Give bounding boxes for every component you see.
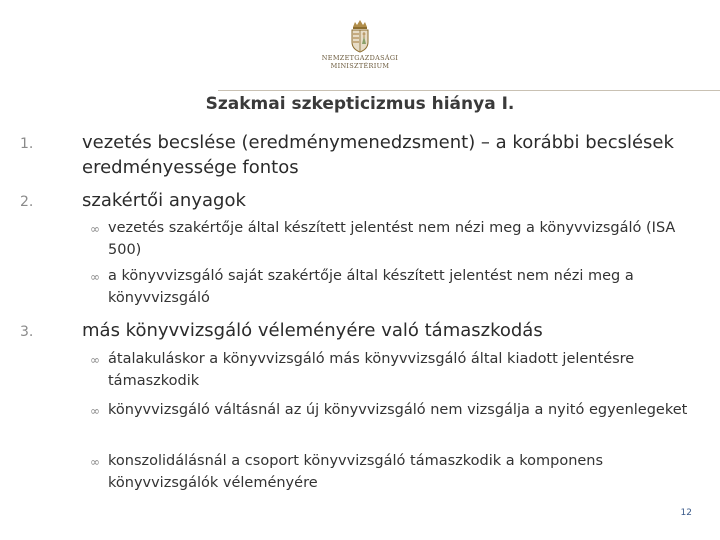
page-number: 12	[680, 508, 692, 518]
list-item-text: szakértői anyagok	[82, 190, 246, 211]
list-item-2	[20, 188, 710, 215]
ministry-logo	[318, 18, 402, 80]
infinity-bullet-icon: ∞	[90, 404, 100, 418]
sub-item-text: konszolidálásnál a csoport könyvvizsgáló támaszkodik a komponens könyvvizsgálók véleményére	[108, 453, 604, 491]
sub-item-text: könyvvizsgáló váltásnál az új könyvvizsgáló nem vizsgálja a nyitó egyenlegeket	[108, 402, 688, 418]
sub-list-item	[90, 217, 700, 261]
logo-line-2: MINISZTÉRIUM	[330, 62, 390, 70]
infinity-bullet-icon: ∞	[90, 353, 100, 367]
sub-item-text: átalakuláskor a könyvvizsgáló más könyvvizsgáló által kiadott jelentésre támaszkodik	[108, 351, 635, 389]
list-item-1	[20, 130, 710, 180]
sub-item-text: a könyvvizsgáló saját szakértője által készített jelentést nem nézi meg a könyvvizsgáló	[108, 268, 634, 306]
list-item-text: más könyvvizsgáló véleményére való támaszkodás	[82, 320, 543, 341]
list-item-text: vezetés becslése (eredménymenedzsment) – a korábbi becslések eredményessége fontos	[82, 132, 674, 178]
logo-line-1: NEMZETGAZDASÁGI	[321, 54, 399, 62]
infinity-bullet-icon: ∞	[90, 455, 100, 469]
header-divider	[218, 90, 720, 91]
list-number: 2.	[20, 194, 34, 210]
list-number: 1.	[20, 136, 34, 152]
sub-list-item	[90, 399, 700, 422]
coat-of-arms-icon	[347, 18, 373, 54]
slide-title: Szakmai szkepticizmus hiánya I.	[205, 94, 515, 114]
sub-list-item	[90, 265, 700, 309]
list-item-3	[20, 318, 710, 345]
infinity-bullet-icon: ∞	[90, 222, 100, 236]
list-number: 3.	[20, 324, 34, 340]
sub-list-item	[90, 450, 700, 494]
infinity-bullet-icon: ∞	[90, 270, 100, 284]
sub-item-text: vezetés szakértője által készített jelentést nem nézi meg a könyvvizsgáló (ISA 500)	[108, 220, 676, 258]
sub-list-item	[90, 348, 700, 392]
